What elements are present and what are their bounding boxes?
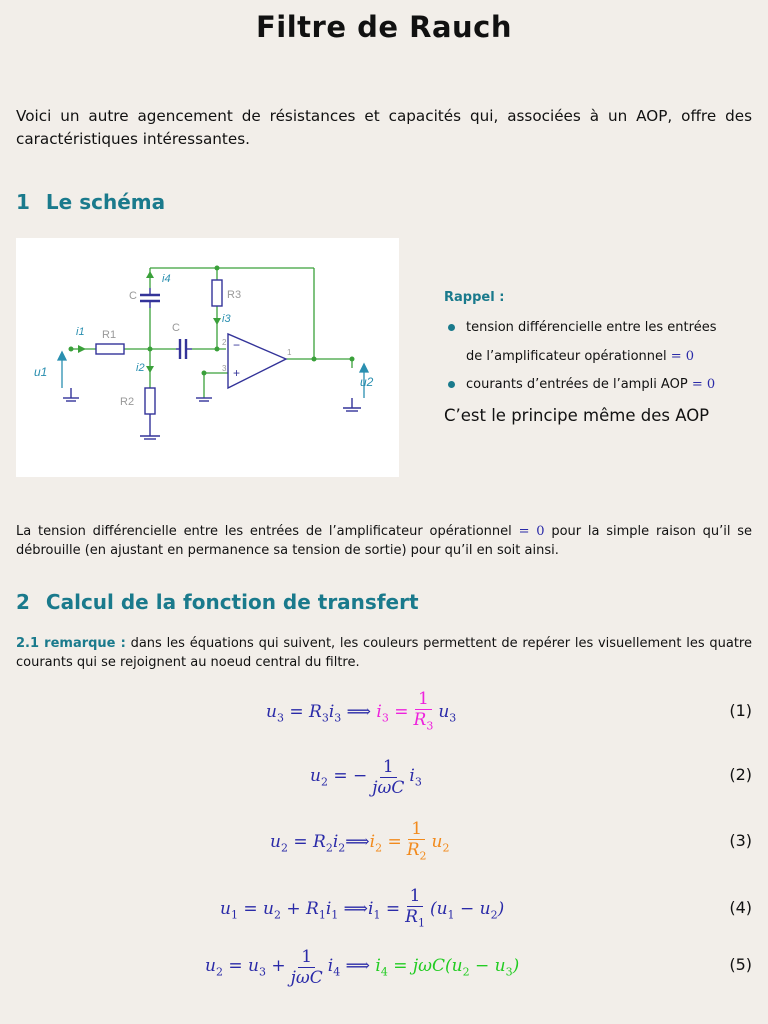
label-i1: i1: [76, 326, 85, 338]
principe-text: C’est le principe même des AOP: [444, 406, 710, 425]
remark-text: dans les équations qui suivent, les couleurs permettent de repérer les visuellement les quatre courants qui se rejoignent au noeud central du filtre.: [16, 636, 752, 670]
section-number: 2: [16, 590, 30, 614]
remark-paragraph: [16, 634, 752, 672]
equation-2: [0, 752, 768, 802]
label-r3: R3: [227, 289, 242, 301]
remark-label: 2.1 remarque :: [16, 636, 126, 651]
resistor-r3: [212, 280, 222, 306]
para-text-a: La tension différencielle entre les entrées de l’amplificateur opérationnel: [16, 524, 512, 539]
equation-5-body: $u_2 = u_3$ + $\frac{1}{\text{jωC}}$ $i_4$ ⟹ $i_4 = j\omega C(u_2 - u_3)$: [205, 946, 520, 988]
resistor-r1: [96, 344, 124, 354]
list-item: [448, 314, 716, 343]
equation-number: (4): [729, 898, 752, 917]
rappel-item2-eq: = 0: [691, 377, 716, 392]
section-number: 1: [16, 190, 30, 214]
section-label: Calcul de la fonction de transfert: [45, 590, 419, 614]
equation-number: (1): [729, 701, 752, 720]
label-i2: i2: [136, 362, 145, 374]
label-i4: i4: [162, 273, 171, 285]
label-pin2: 2: [222, 338, 227, 347]
equation-4: [0, 885, 768, 935]
section-heading-transfer: [16, 590, 419, 614]
rappel-item1-eq: = 0: [670, 348, 695, 364]
intro-paragraph: Voici un autre agencement de résistances et capacités qui, associées à un AOP, offre des caractéristiques intéressantes.: [16, 107, 752, 148]
bullet-icon: [448, 324, 455, 331]
label-pin3: 3: [222, 364, 227, 373]
rappel-item1-text: tension différencielle entre les entrées: [466, 320, 717, 335]
equation-2-body: $u_2$ = − $\frac{1}{\text{jωC}}$ $i_3$: [310, 756, 422, 798]
ground-symbols: [63, 388, 361, 439]
label-c1: C: [129, 290, 137, 302]
rappel-item2-text: courants d’entrées de l’ampli AOP: [466, 377, 688, 392]
rappel-item1-cont: de l’amplificateur opérationnel: [466, 348, 667, 364]
op-amp-plus-sign: +: [233, 366, 241, 380]
explanation-paragraph: [16, 522, 752, 560]
equation-1-body: $u_3 = R_3i_3$ ⟹ $i_3$ = $\frac{1}{R_3}$ $u_3$: [266, 689, 457, 733]
section-label: Le schéma: [45, 190, 166, 214]
list-item: [448, 371, 716, 400]
para-text-b: pour la simple raison qu’il se débrouille (en ajustant en permanence sa tension de sortie) pour qu’il en soit ainsi.: [16, 524, 753, 558]
label-u1: u1: [34, 365, 48, 379]
equation-3-body: $u_2$ = $R_2i_2⟹$ $i_2$ = $\frac{1}{R_2}$ $u_2$: [270, 819, 450, 863]
page-title: Filtre de Rauch: [255, 10, 513, 44]
para-eq: = 0: [518, 524, 545, 539]
rappel-list: [448, 314, 716, 400]
list-item: [448, 343, 716, 372]
section-heading-schema: [16, 190, 165, 214]
rappel-title: Rappel :: [444, 290, 505, 305]
circuit-schematic: [16, 238, 399, 477]
equation-1: [0, 688, 768, 738]
label-i3: i3: [222, 313, 231, 325]
label-r2: R2: [120, 396, 135, 408]
label-pin1: 1: [287, 348, 292, 357]
equation-3: [0, 818, 768, 868]
bullet-icon: [448, 381, 455, 388]
resistor-r2: [145, 388, 155, 414]
equation-4-body: $u_1 = u_2 + R_1i_1$ $⟹i_1$ = $\frac{1}{R_1}$ $(u_1 - u_2)$: [220, 886, 505, 930]
equation-number: (2): [729, 765, 752, 784]
label-c2: C: [172, 322, 180, 334]
equation-number: (3): [729, 831, 752, 850]
equation-5: [0, 942, 768, 992]
op-amp-minus-sign: −: [233, 338, 241, 352]
rauch-filter-diagram: [16, 238, 399, 477]
label-r1: R1: [102, 329, 117, 341]
equation-number: (5): [729, 955, 752, 974]
label-u2: u2: [360, 375, 374, 389]
